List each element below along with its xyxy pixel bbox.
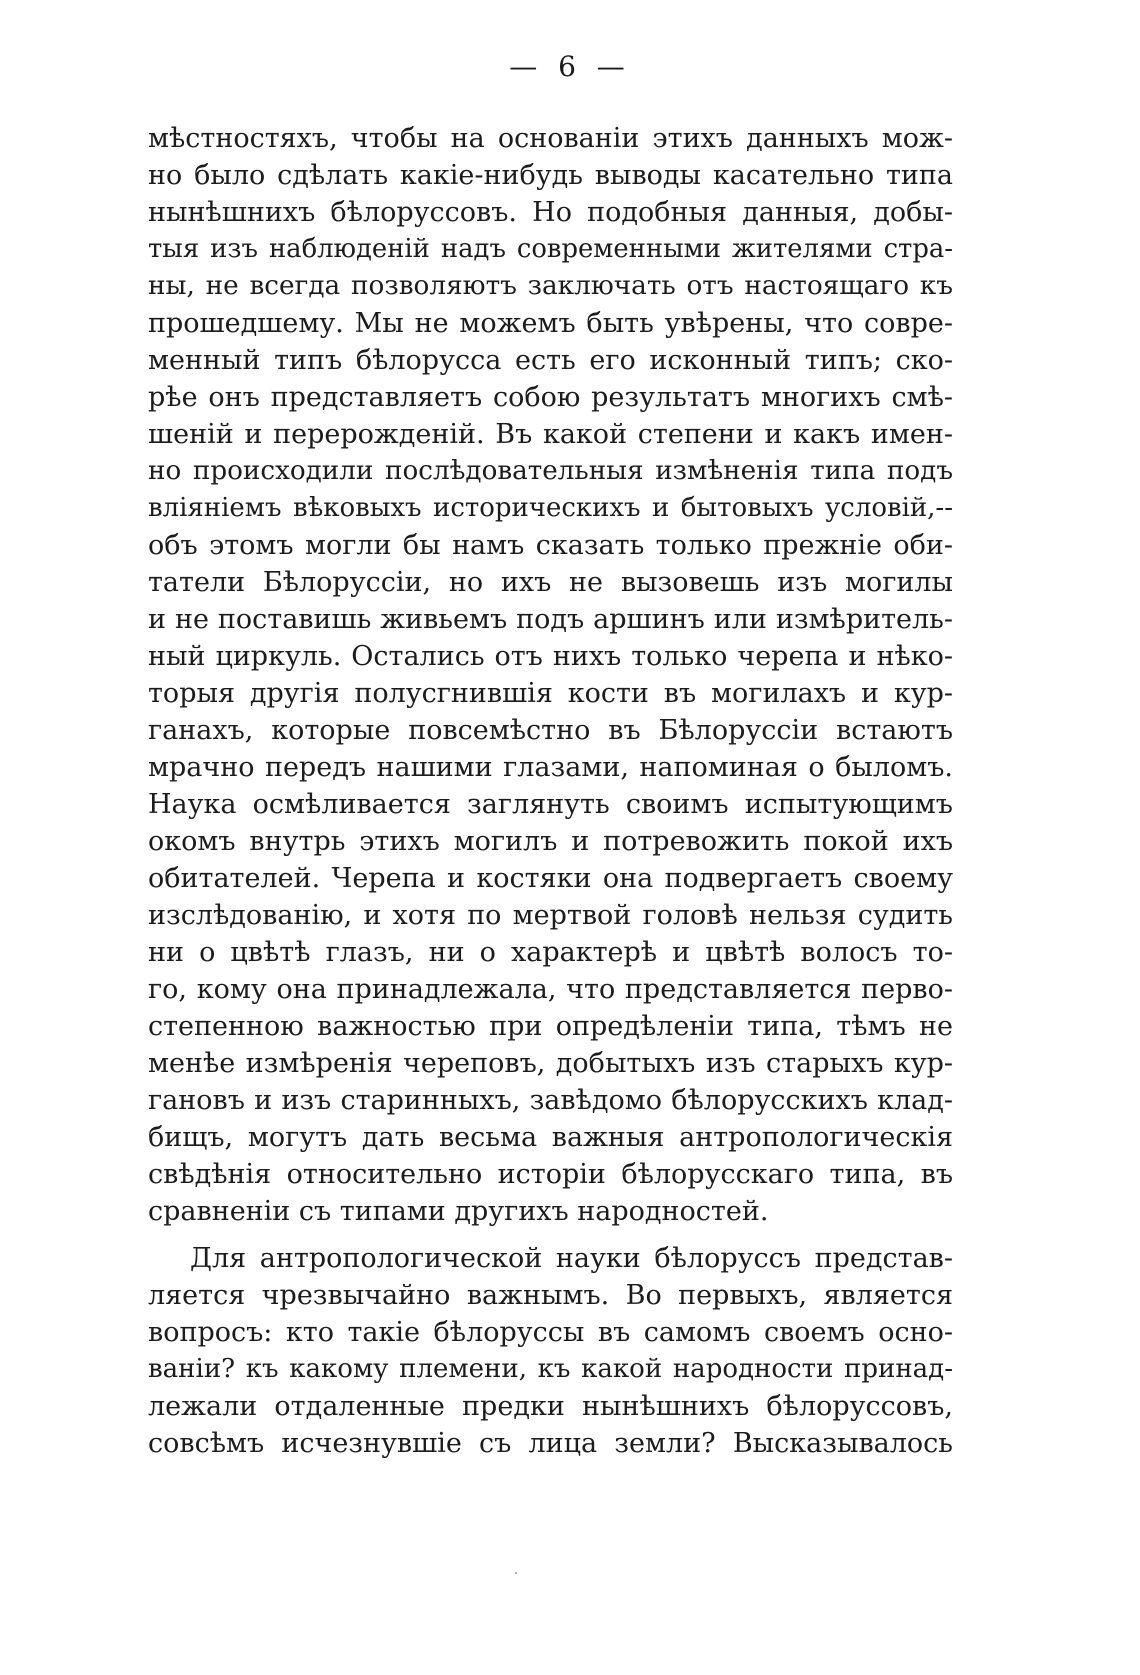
text-line: ганахъ, которые повсемѣстно въ Бѣлоруссiи встаютъ [148,715,953,746]
text-line: шенiй и перерожденiй. Въ какой степени и какъ имен- [148,419,953,450]
text-line: менѣе измѣренiя череповъ, добытыхъ изъ старыхъ кур- [148,1048,953,1079]
text-line: степенною важностью при опредѣленiи типа, тѣмъ не [148,1011,953,1042]
text-line: мрачно передъ нашими глазами, напоминая о быломъ. [148,752,953,783]
text-line: рѣе онъ представляетъ собою результатъ многихъ смѣ- [148,382,953,413]
text-line: гановъ и изъ старинныхъ, завѣдомо бѣлорусскихъ клад- [148,1085,953,1116]
text-line: изслѣдованiю, и хотя по мертвой головѣ нельзя судить [148,900,953,931]
text-line: ны, не всегда позволяютъ заключать отъ настоящаго къ [148,271,953,301]
text-line: татели Бѣлоруссiи, но ихъ не вызовешь изъ могилы [148,567,953,598]
text-line: прошедшему. Мы не можемъ быть увѣрены, что совре- [148,308,953,339]
text-line: Наука осмѣливается заглянуть своимъ испытующимъ [148,789,953,820]
text-line: совсѣмъ исчезнувшiе съ лица земли? Высказывалось [148,1428,953,1459]
paragraph-1 [148,120,953,1230]
text-line: ный циркуль. Остались отъ нихъ только черепа и нѣко- [148,641,953,672]
text-line: го, кому она принадлежала, что представляется перво- [148,974,953,1005]
paragraph-gap [148,1230,953,1240]
body-text [148,120,953,1462]
text-line: объ этомъ могли бы намъ сказать только прежнiе оби- [148,530,953,561]
text-line: Для антропологической науки бѣлоруссъ представ- [190,1243,953,1274]
text-line: торыя другiя полусгнившiя кости въ могилахъ и кур- [148,678,953,709]
text-line: и не поставишь живьемъ подъ аршинъ или измѣритель- [148,604,953,635]
text-line: бищъ, могутъ дать весьма важныя антропологическiя [148,1122,953,1153]
text-line: ванiи? къ какому племени, къ какой народности принад- [148,1354,953,1384]
text-line: ни о цвѣтѣ глазъ, ни о характерѣ и цвѣтѣ волосъ то- [148,937,953,968]
text-line: но было сдѣлать какiе-нибудь выводы касательно типа [148,160,953,191]
text-line: но происходили послѣдовательныя измѣненiя типа подъ [148,456,953,486]
text-line: свѣдѣнiя относительно исторiи бѣлорусскаго типа, въ [148,1159,953,1190]
text-line: влiянiемъ вѣковыхъ историческихъ и бытовыхъ условiй,-- [148,493,953,523]
text-line: тыя изъ наблюденiй надъ современными жителями стра- [148,234,953,264]
text-line: нынѣшнихъ бѣлоруссовъ. Но подобныя данныя, добы- [148,197,953,228]
text-line: лежали отдаленные предки нынѣшнихъ бѣлоруссовъ, [148,1391,953,1422]
scan-speck [515,1572,517,1574]
text-line: ляется чрезвычайно важнымъ. Во первыхъ, является [148,1280,953,1311]
text-line: сравненiи съ типами другихъ народностей. [148,1196,769,1227]
paragraph-2 [148,1240,953,1462]
text-line: менный типъ бѣлорусса есть его исконный типъ; ско- [148,345,953,376]
text-line: вопросъ: кто такiе бѣлоруссы въ самомъ своемъ осно- [148,1317,953,1348]
page-number: — 6 — [509,50,631,83]
text-line: окомъ внутрь этихъ могилъ и потревожить покой ихъ [148,826,953,857]
text-line: обитателей. Черепа и костяки она подвергаетъ своему [148,863,953,894]
text-line: мѣстностяхъ, чтобы на основанiи этихъ данныхъ мож- [148,123,953,154]
